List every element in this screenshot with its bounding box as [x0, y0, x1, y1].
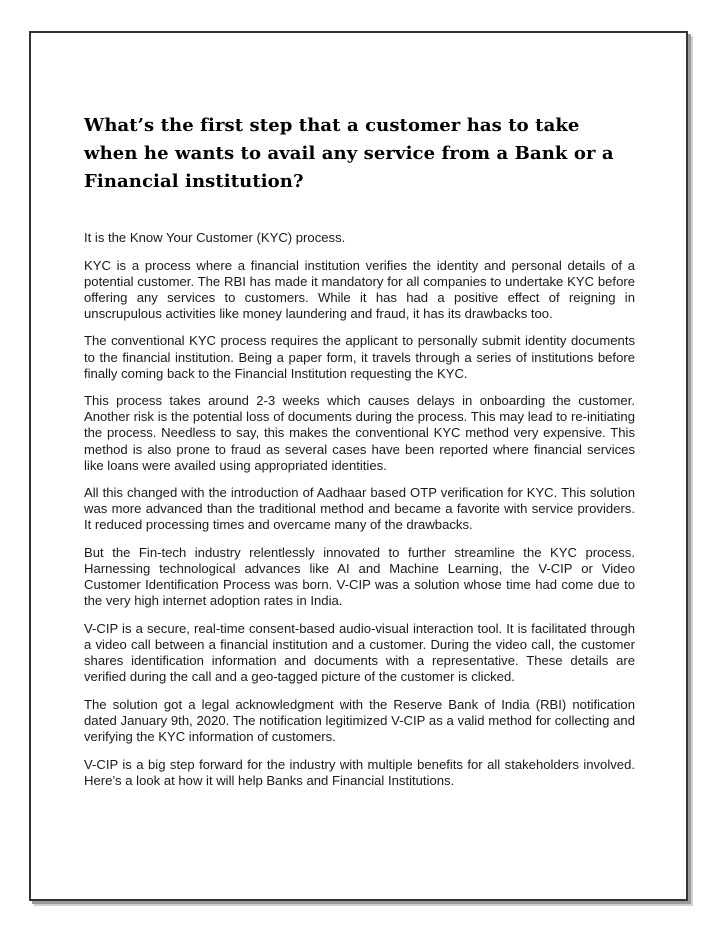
- paragraph-kyc-definition: KYC is a process where a financial institution verifies the identity and personal details of a potential customer. The RBI has made it mandatory for all companies to undertake KYC before offering any services to customers. While it has had a positive effect of reigning in unscrupulous activities like money laundering and fraud, it has its drawbacks too.: [84, 257, 635, 321]
- paragraph-aadhaar-otp: All this changed with the introduction of Aadhaar based OTP verification for KYC. This solution was more advanced than the traditional method and became a favorite with service providers. It reduced processing times and overcame many of the drawbacks.: [84, 485, 635, 533]
- paragraph-intro: It is the Know Your Customer (KYC) process.: [84, 230, 346, 245]
- paragraph-rbi-notification: The solution got a legal acknowledgment with the Reserve Bank of India (RBI) notification dated January 9th, 2020. The notification legitimized V-CIP as a valid method for collecting and verifying the KYC information of customers.: [84, 696, 635, 744]
- paragraph-kyc-delays: This process takes around 2-3 weeks which causes delays in onboarding the customer. Another risk is the potential loss of documents during the process. This may lead to re-initiating the process. Needless to say, this makes the conventional KYC method very expensive. This method is also prone to fraud as several cases have been reported where financial services like loans were availed using appropriated identities.: [84, 393, 635, 473]
- paragraph-conventional-kyc: The conventional KYC process requires the applicant to personally submit identity documents to the financial institution. Being a paper form, it travels through a series of institutions before finally coming back to the Financial Institution requesting the KYC.: [84, 333, 635, 381]
- document-body: [84, 230, 635, 789]
- paragraph-vcip-benefits: V-CIP is a big step forward for the industry with multiple benefits for all stakeholders involved. Here’s a look at how it will help Banks and Financial Institutions.: [84, 756, 635, 788]
- paragraph-vcip-definition: V-CIP is a secure, real-time consent-based audio-visual interaction tool. It is facilitated through a video call between a financial institution and a customer. During the video call, the customer shares identification information and documents with a representative. These details are verified during the call and a geo-tagged picture of the customer is clicked.: [84, 620, 635, 685]
- document-heading: What’s the first step that a customer has to take when he wants to avail any service from a Bank or a Financial institution?: [84, 115, 614, 192]
- document-content: [84, 112, 635, 800]
- paragraph-fintech-vcip: But the Fin-tech industry relentlessly innovated to further streamline the KYC process. Harnessing technological advances like AI and Machine Learning, the V-CIP or Video Customer Identification Process was born. V-CIP was a solution whose time had come due to the very high internet adoption rates in India.: [84, 545, 635, 609]
